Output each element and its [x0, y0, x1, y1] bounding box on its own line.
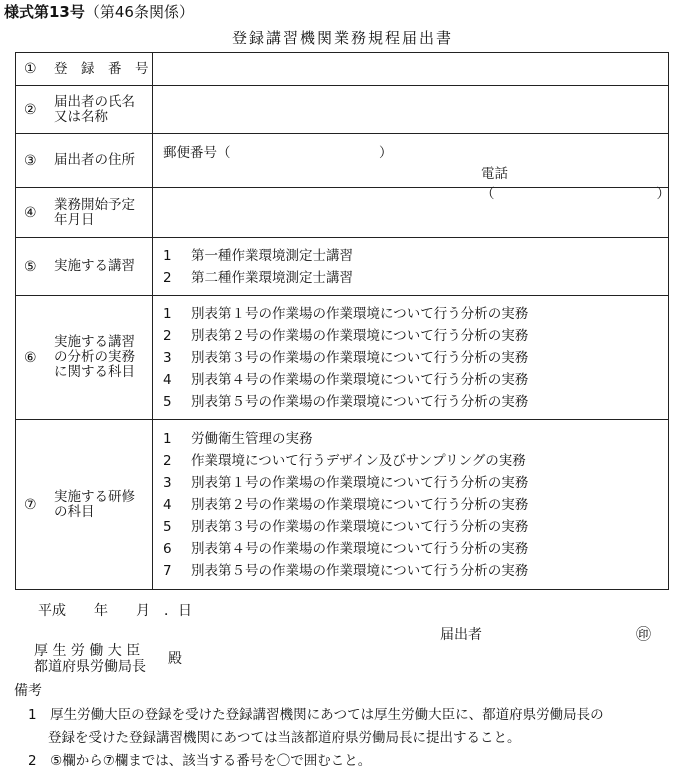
row-registration-number: ① 登 録 番 号: [16, 53, 669, 86]
training-option[interactable]: 3 別表第１号の作業場の作業環境について行う分析の実務: [163, 474, 529, 491]
label-training-subjects: 実施する研修の科目: [54, 488, 135, 520]
subject-option[interactable]: 5 別表第５号の作業場の作業環境について行う分析の実務: [163, 393, 529, 410]
subject-option[interactable]: 3 別表第３号の作業場の作業環境について行う分析の実務: [163, 349, 529, 366]
label-registration-number: 登 録 番 号: [54, 60, 149, 77]
note-1: 1 厚生労働大臣の登録を受けた登録講習機関にあつては厚生労働大臣に、都道府県労働局長の: [28, 707, 604, 723]
honorific: 殿: [168, 651, 182, 667]
applicant-label: 届出者: [440, 627, 482, 643]
course-option[interactable]: 1 第一種作業環境測定士講習: [163, 247, 353, 264]
addressee-bureau-chief: 都道府県労働局長: [34, 659, 146, 675]
form-number: 様式第13号（第46条関係）: [4, 3, 194, 21]
document-title: 登録講習機関業務規程届出書: [231, 29, 453, 47]
label-start-date: 業務開始予定年月日: [54, 196, 135, 228]
label-courses: 実施する講習: [54, 258, 135, 274]
training-option[interactable]: 1 労働衛生管理の実務: [163, 430, 313, 447]
note-2: 2 ⑤欄から⑦欄までは、該当する番号を〇で囲むこと。: [28, 753, 372, 769]
field-applicant-address[interactable]: [153, 134, 670, 202]
training-option[interactable]: 7 別表第５号の作業場の作業環境について行う分析の実務: [163, 562, 529, 579]
field-applicant-name[interactable]: [153, 86, 669, 134]
training-option[interactable]: 6 別表第４号の作業場の作業環境について行う分析の実務: [163, 540, 529, 557]
notes-heading: 備考: [14, 683, 42, 699]
field-registration-number[interactable]: [153, 53, 669, 86]
course-option[interactable]: 2 第二種作業環境測定士講習: [163, 269, 353, 286]
form-table: [15, 52, 669, 590]
row-start-date: ④ 業務開始予定年月日: [16, 188, 669, 238]
label-analysis-subjects: 実施する講習の分析の実務に関する科目: [54, 334, 135, 380]
subject-option[interactable]: 4 別表第４号の作業場の作業環境について行う分析の実務: [163, 371, 529, 388]
row-applicant-address: ③ 届出者の住所 郵便番号（ ） 電話（ ）: [16, 134, 669, 188]
addressee-minister: 厚 生 労 働 大 臣: [34, 643, 141, 659]
row-courses: ⑤ 実施する講習 1 第一種作業環境測定士講習 2 第二種作業環境測定士講習: [16, 238, 669, 296]
seal-mark: ㊞: [636, 625, 652, 643]
training-option[interactable]: 4 別表第２号の作業場の作業環境について行う分析の実務: [163, 496, 529, 513]
date-line[interactable]: 平成 年 月 ．日: [38, 603, 192, 619]
label-applicant-name: 届出者の氏名又は名称: [54, 93, 135, 125]
note-1-continued: 登録を受けた登録講習機関にあつては当該都道府県労働局長に提出すること。: [48, 730, 521, 746]
row-applicant-name: ② 届出者の氏名又は名称: [16, 86, 669, 134]
row-training-subjects: ⑦ 実施する研修の科目 1 労働衛生管理の実務 2 作業環境について行うデザイン及びサンプリングの実務 3 別表第１号の作業場の作業環境について行う分析の実務 4 別表第２号の作業場の作業環境について行う分析の実務 5 別表第３号の作業場の作業環境について行う分析の実務 6 別表第４号の作業場の作業環境について行う分析の実務 7 別表第５号の作業場の作業環境について行う分析の実務: [16, 420, 669, 590]
postal-code-field[interactable]: 郵便番号（ ）: [163, 144, 393, 161]
phone-field[interactable]: 電話（ ）: [481, 165, 670, 202]
row-analysis-subjects: ⑥ 実施する講習の分析の実務に関する科目 1 別表第１号の作業場の作業環境について行う分析の実務 2 別表第２号の作業場の作業環境について行う分析の実務 3 別表第３号の作業場の作業環境について行う分析の実務 4 別表第４号の作業場の作業環境について行う分析の実務 5 別表第５号の作業場の作業環境について行う分析の実務: [16, 296, 669, 420]
training-option[interactable]: 5 別表第３号の作業場の作業環境について行う分析の実務: [163, 518, 529, 535]
subject-option[interactable]: 1 別表第１号の作業場の作業環境について行う分析の実務: [163, 305, 529, 322]
label-applicant-address: 届出者の住所: [54, 152, 135, 168]
subject-option[interactable]: 2 別表第２号の作業場の作業環境について行う分析の実務: [163, 327, 529, 344]
training-option[interactable]: 2 作業環境について行うデザイン及びサンプリングの実務: [163, 452, 526, 469]
